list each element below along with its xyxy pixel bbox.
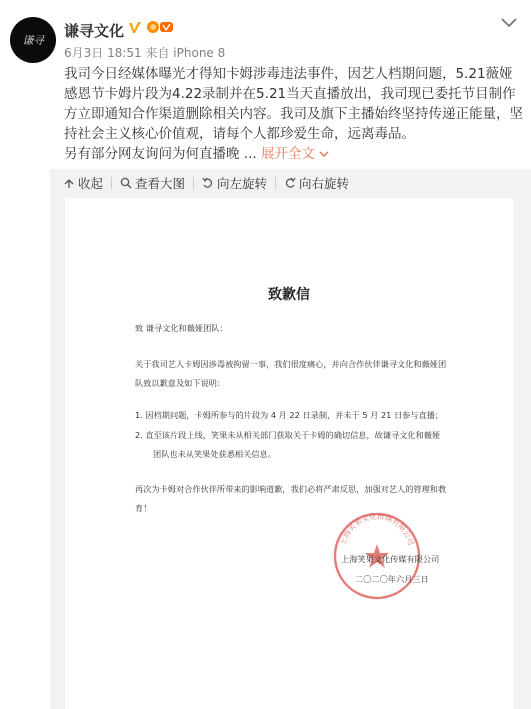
rotate-left-icon	[202, 177, 214, 189]
post-body-more: 另有部分网友询问为何直播晚 ...	[64, 146, 257, 162]
rotate-right-icon	[284, 177, 296, 189]
letter-para1-line2: 队致以歉意及如下说明：	[135, 378, 226, 388]
letter-title: 致歉信	[268, 287, 310, 303]
post-body: 我司今日经媒体曝光才得知卡姆涉毒违法事件，因艺人档期问题，5.21薇娅感恩节卡姆片段为4.22录制并在5.21当天直播放出，我司现已委托节目制作方立即通知合作渠道删除相关内容。我司及旗下主播始终坚持传递正能量，坚持社会主义核心价值观，请每个人都珍爱生命，远离毒品。	[64, 66, 523, 142]
rotate-right-label: 向右旋转	[299, 176, 350, 191]
rotate-left-button[interactable]	[202, 174, 267, 192]
post-meta: 6月3日 18:51 来自 iPhone 8	[64, 46, 226, 60]
toolbar-divider	[275, 177, 276, 189]
collapse-button[interactable]	[63, 174, 103, 192]
apology-letter-image[interactable]	[65, 198, 513, 709]
toolbar-divider	[111, 177, 112, 189]
chevron-down-icon	[319, 149, 329, 159]
expand-full-text-link[interactable]	[261, 146, 329, 162]
post-text	[64, 64, 524, 164]
letter-para1-line1: 关于我司艺人卡姆因涉毒被拘留一事，我们很度痛心，并向合作伙伴谦寻文化和薇娅团	[135, 359, 447, 369]
letter-signature-date: 二〇二〇年六月三日	[355, 574, 429, 584]
view-large-button[interactable]	[120, 174, 185, 192]
avatar-text: 谦寻	[22, 34, 44, 47]
author-name[interactable]: 谦寻文化	[64, 22, 125, 40]
seal-text: 上海笑果文化传媒有限公司	[338, 511, 416, 547]
letter-para2-line1: 再次为卡姆对合作伙伴所带来的影响道歉，我们必将严肃反思，加强对艺人的管理和教	[135, 484, 447, 494]
search-icon	[120, 177, 132, 189]
svg-text:上海笑果文化传媒有限公司	[338, 511, 416, 547]
collapse-label: 收起	[78, 176, 104, 191]
letter-para2-line2: 育！	[135, 503, 152, 513]
chevron-down-icon[interactable]	[500, 17, 518, 29]
letter-salutation: 致 谦寻文化和薇娅团队：	[135, 323, 228, 333]
letter-item1: 1. 因档期问题，卡姆所参与的片段为 4 月 22 日录制，并未于 5 月 21 日参与直播；	[135, 410, 444, 420]
verified-badge-icon	[128, 21, 142, 35]
expand-label: 展开全文	[260, 146, 315, 162]
view-large-label: 查看大图	[135, 176, 186, 191]
letter-item2-line1: 2. 直至该片段上线，笑果未从相关部门获取关于卡姆的确切信息，故谦寻文化和薇娅	[135, 430, 441, 440]
letter-signature-company: 上海笑果文化传媒有限公司	[341, 554, 440, 564]
rotate-right-button[interactable]	[284, 174, 349, 192]
media-toolbar	[50, 169, 531, 197]
letter-item2-line2: 团队也未从笑果处获悉相关信息。	[153, 449, 276, 459]
toolbar-divider	[193, 177, 194, 189]
member-badge-icon[interactable]	[145, 19, 175, 35]
author-avatar[interactable]	[10, 17, 56, 63]
rotate-left-label: 向左旋转	[217, 176, 268, 191]
collapse-icon	[63, 177, 75, 189]
